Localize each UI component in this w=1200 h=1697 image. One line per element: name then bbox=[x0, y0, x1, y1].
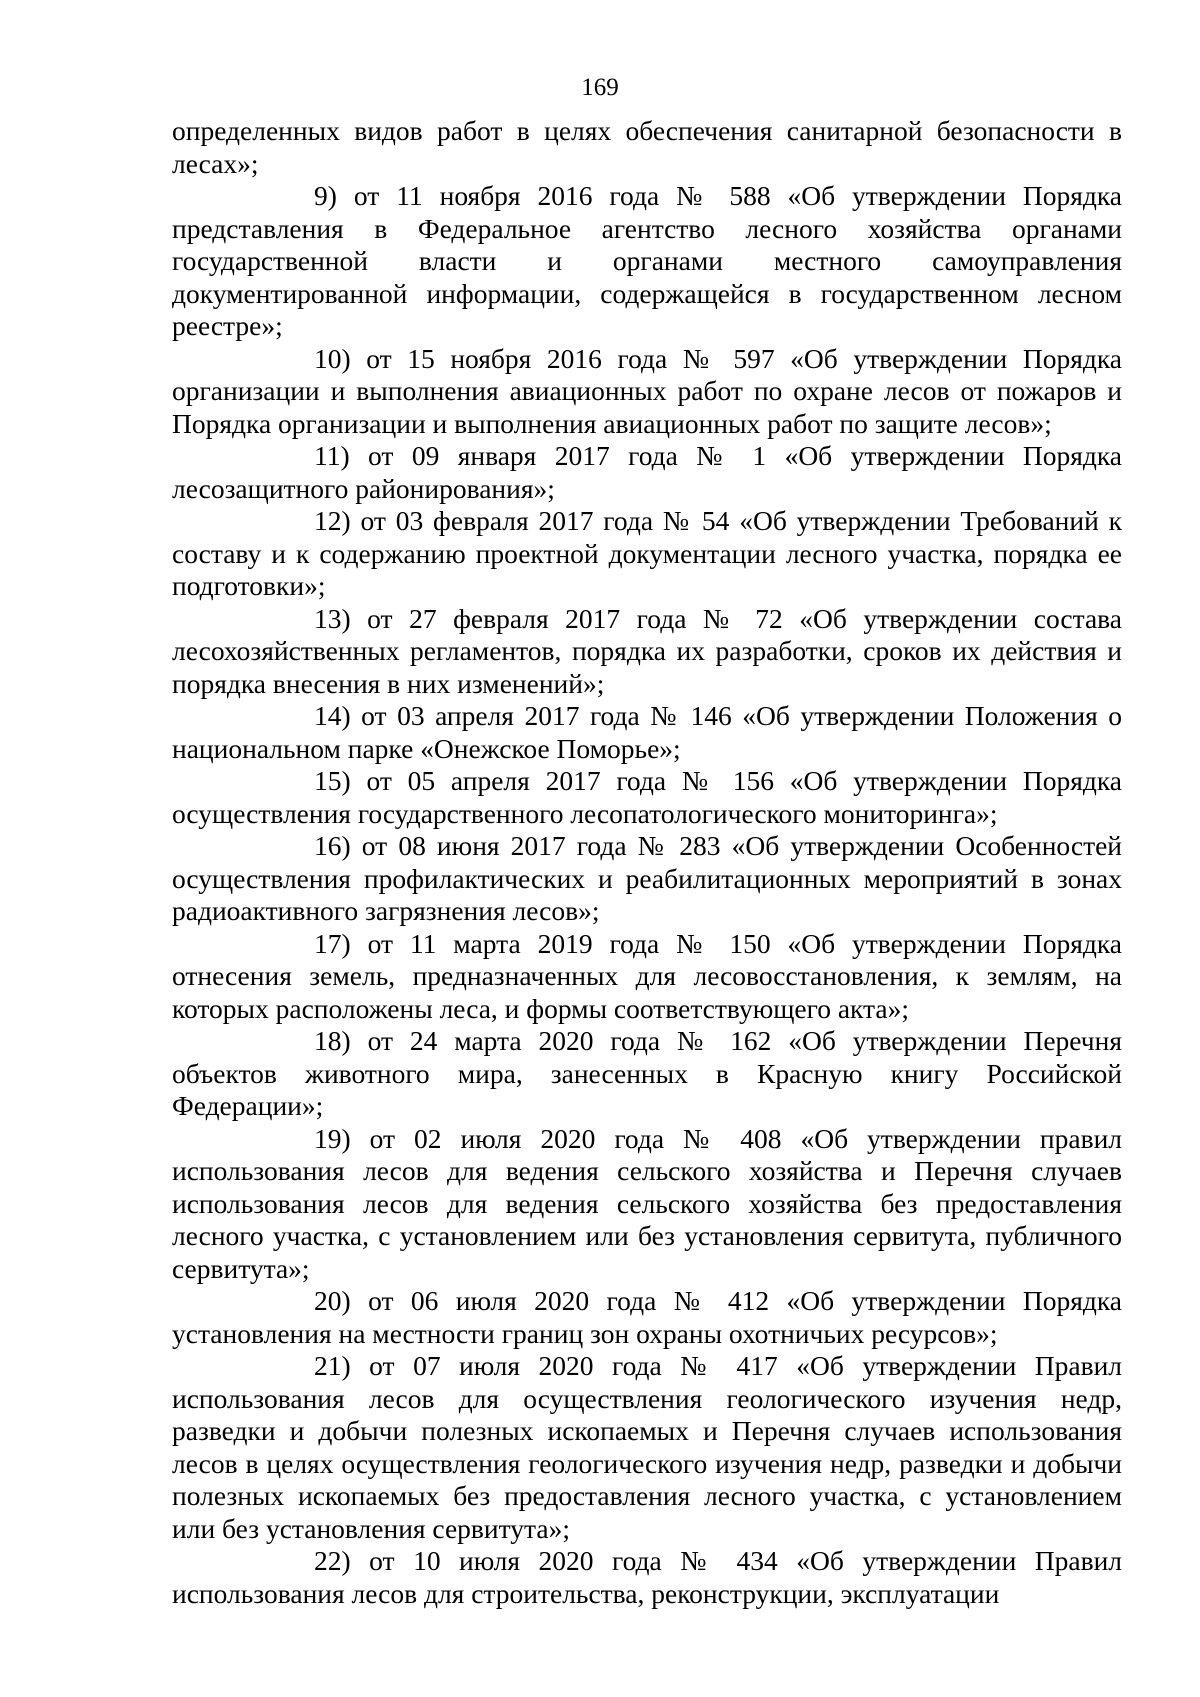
list-item bbox=[172, 180, 1122, 343]
list-item-text: от 08 июня 2017 года № 283 «Об утверждении Особенностей осуществления профилактических и реабилитационных мероприятий в зонах радиоактивного загрязнения лесов»; bbox=[172, 830, 1123, 926]
list-item bbox=[172, 1350, 1122, 1545]
list-item-text: от 02 июля 2020 года № 408 «Об утверждении правил использования лесов для ведения сельского хозяйства и Перечня случаев использования лесов для ведения сельского хозяйства без предоставления лесного участка, с установлением или без установления сервитута, публичного сервитута»; bbox=[172, 1122, 1123, 1284]
list-item-text: от 27 февраля 2017 года № 72 «Об утверждении состава лесохозяйственных регламентов, порядка их разработки, сроков их действия и порядка внесения в них изменений»; bbox=[172, 602, 1122, 699]
list-item-text: от 05 апреля 2017 года № 156 «Об утверждении Порядка осуществления государственного лесопатологического мониторинга»; bbox=[172, 765, 1122, 829]
list-item-number: 15) bbox=[314, 765, 351, 796]
document-body bbox=[172, 115, 1122, 1610]
list-item bbox=[172, 343, 1122, 441]
continuation-paragraph: определенных видов работ в целях обеспечения санитарной безопасности в лесах»; bbox=[172, 115, 1122, 179]
list-item-text: от 03 февраля 2017 года № 54 «Об утверждении Требований к составу и к содержанию проектной документации лесного участка, порядка ее подготовки»; bbox=[172, 505, 1122, 601]
list-item-text: от 06 июля 2020 года № 412 «Об утверждении Порядка установления на местности границ зон охраны охотничьих ресурсов»; bbox=[172, 1285, 1122, 1349]
list-item bbox=[172, 1025, 1122, 1123]
list-item-text: от 10 июля 2020 года № 434 «Об утверждении Правил использования лесов для строительства, реконструкции, эксплуатации bbox=[172, 1545, 1123, 1609]
list-item bbox=[172, 603, 1122, 701]
page-number: 169 bbox=[581, 74, 619, 101]
list-item-number: 19) bbox=[314, 1122, 351, 1154]
list-item-number: 14) bbox=[314, 700, 351, 731]
list-item-number: 10) bbox=[314, 342, 351, 374]
list-item-number: 12) bbox=[314, 505, 351, 536]
list-item bbox=[172, 765, 1122, 830]
list-item-text: от 07 июля 2020 года № 417 «Об утверждении Правил использования лесов для осуществления геологического изучения недр, разведки и добычи полезных ископаемых и Перечня случаев использования лесов в целях осуществления геологического изучения недр, разведки и добычи полезных ископаемых без предоставления лесного участка, с установлением или без установления сервитута»; bbox=[172, 1350, 1123, 1544]
list-item-text: от 09 января 2017 года № 1 «Об утверждении Порядка лесозащитного районирования»; bbox=[172, 440, 1123, 504]
list-item-number: 21) bbox=[314, 1350, 351, 1381]
list-item-text: от 03 апреля 2017 года № 146 «Об утверждении Положения о национальном парке «Онежское Поморье»; bbox=[172, 700, 1122, 764]
list-item-text: от 15 ноября 2016 года № 597 «Об утверждении Порядка организации и выполнения авиационных работ по охране лесов от пожаров и Порядка организации и выполнения авиационных работ по защите лесов»; bbox=[172, 342, 1123, 439]
list-item-number: 9) bbox=[314, 180, 337, 211]
list-item bbox=[172, 928, 1122, 1026]
list-item bbox=[172, 1123, 1122, 1286]
list-item bbox=[172, 700, 1122, 765]
list-item-text: от 11 марта 2019 года № 150 «Об утверждении Порядка отнесения земель, предназначенных для лесовосстановления, к землям, на которых расположены леса, и формы соответствующего акта»; bbox=[172, 927, 1123, 1024]
list-item-number: 16) bbox=[314, 830, 351, 861]
list-item-text: от 24 марта 2020 года № 162 «Об утверждении Перечня объектов животного мира, занесенных в Красную книгу Российской Федерации»; bbox=[172, 1025, 1123, 1121]
list-item bbox=[172, 1285, 1122, 1350]
list-item-number: 13) bbox=[314, 602, 351, 634]
list-item bbox=[172, 1545, 1122, 1610]
list-item-number: 17) bbox=[314, 927, 351, 959]
list-item-number: 22) bbox=[314, 1545, 351, 1576]
list-item-number: 20) bbox=[314, 1285, 351, 1316]
list-item bbox=[172, 830, 1122, 928]
list-item-number: 18) bbox=[314, 1025, 351, 1056]
list-item-text: от 11 ноября 2016 года № 588 «Об утверждении Порядка представления в Федеральное агентство лесного хозяйства органами государственной власти и органами местного самоуправления документированной информации, содержащейся в государственном лесном реестре»; bbox=[172, 180, 1122, 341]
list-item-number: 11) bbox=[314, 440, 350, 471]
list-item bbox=[172, 505, 1122, 603]
list-item bbox=[172, 440, 1122, 505]
